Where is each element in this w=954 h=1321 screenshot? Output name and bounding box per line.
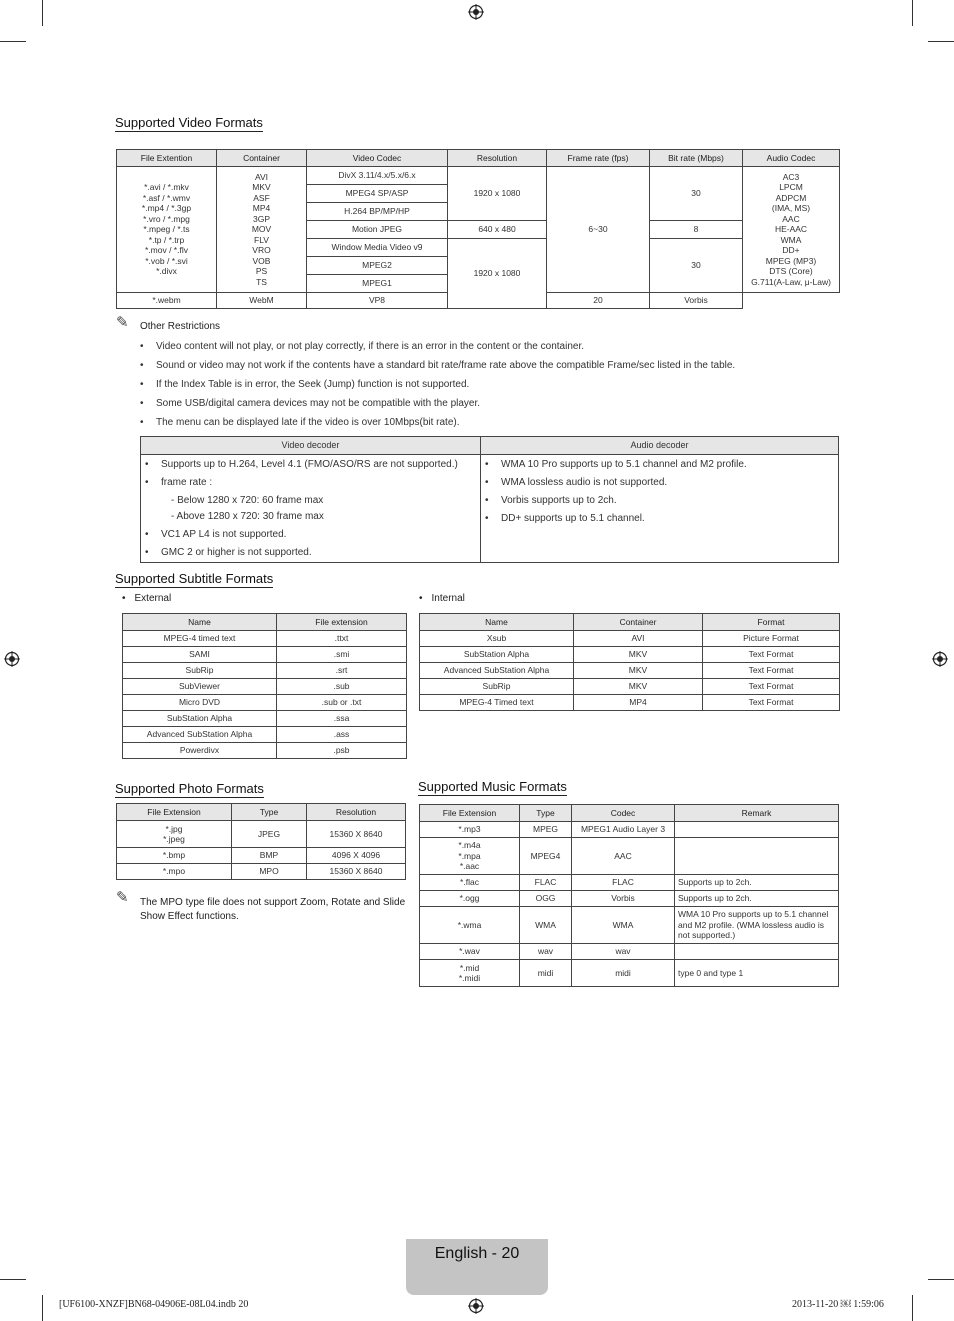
table-row [123, 727, 407, 743]
table-cell: BMP [232, 848, 307, 864]
table-cell: SubStation Alpha [420, 647, 574, 663]
table-row [117, 848, 406, 864]
table-cell: SubViewer [123, 679, 277, 695]
list-item: • Some USB/digital camera devices may not be compatible with the player. [140, 398, 735, 417]
file-extensions-cell: *.avi / *.mkv *.asf / *.wmv *.mp4 / *.3gp *.vro / *.mpg *.mpeg / *.ts *.tp / *.trp *.mov / *.flv *.vob / *.svi *.divx [117, 167, 217, 293]
registration-mark-icon [468, 1298, 484, 1314]
footer-file-info: [UF6100-XNZF]BN68-04906E-08L04.indb 20 [59, 1299, 249, 1310]
pencil-note-icon: ✎ [116, 889, 129, 906]
crop-mark [912, 1295, 913, 1321]
webm-codec-cell: VP8 [307, 293, 448, 309]
video-formats-table [116, 149, 840, 309]
table-cell: MKV [574, 679, 703, 695]
table-cell: .sub or .txt [277, 695, 407, 711]
table-cell: *.mpo [117, 864, 232, 880]
table-cell [675, 944, 839, 960]
video-decoder-list [145, 459, 458, 565]
decoder-table [140, 436, 839, 563]
table-cell: *.bmp [117, 848, 232, 864]
table-cell: OGG [520, 891, 572, 907]
column-header: Bit rate (Mbps) [650, 150, 743, 167]
crop-mark [928, 41, 954, 42]
column-header: Audio Codec [743, 150, 840, 167]
video-codec-cell: DivX 3.11/4.x/5.x/6.x [307, 167, 448, 185]
table-row [420, 822, 839, 838]
list-item: • WMA lossless audio is not supported. [485, 477, 747, 495]
list-item: - Below 1280 x 720: 60 frame max [171, 495, 324, 506]
table-cell: MPEG-4 Timed text [420, 695, 574, 711]
column-header: Name [420, 614, 574, 631]
table-cell: .ass [277, 727, 407, 743]
column-header: Codec [572, 805, 675, 822]
bitrate-cell: 30 [650, 239, 743, 293]
table-cell: WMA 10 Pro supports up to 5.1 channel and M2 profile. (WMA lossless audio is not supported.) [675, 907, 839, 944]
video-codec-cell: Motion JPEG [307, 221, 448, 239]
column-header: Frame rate (fps) [547, 150, 650, 167]
subtitle-formats-title: Supported Subtitle Formats [115, 571, 274, 586]
table-cell: Micro DVD [123, 695, 277, 711]
crop-mark [928, 1279, 954, 1280]
table-row [420, 663, 840, 679]
video-codec-cell: MPEG4 SP/ASP [307, 185, 448, 203]
table-cell: MKV [574, 663, 703, 679]
table-cell: wav [572, 944, 675, 960]
webm-extension-cell: *.webm [117, 293, 217, 309]
table-cell: *.wma [420, 907, 520, 944]
table-cell: *.wav [420, 944, 520, 960]
column-header: File Extension [420, 805, 520, 822]
table-cell: JPEG [232, 821, 307, 848]
table-row [123, 743, 407, 759]
resolution-cell: 1920 x 1080 [448, 167, 547, 221]
column-header: Container [574, 614, 703, 631]
list-item: - Above 1280 x 720: 30 frame max [171, 511, 324, 522]
table-cell: *.mid *.midi [420, 960, 520, 987]
column-header: Type [232, 804, 307, 821]
table-cell: AAC [572, 838, 675, 875]
table-cell: FLAC [572, 875, 675, 891]
music-formats-table [419, 804, 839, 987]
crop-mark [42, 1295, 43, 1321]
table-cell: Text Format [703, 679, 840, 695]
photo-note: The MPO type file does not support Zoom, Rotate and Slide Show Effect functions. [140, 897, 406, 922]
table-cell: SAMI [123, 647, 277, 663]
crop-mark [912, 0, 913, 26]
table-cell: MPO [232, 864, 307, 880]
table-cell: MPEG1 Audio Layer 3 [572, 822, 675, 838]
table-cell: .sub [277, 679, 407, 695]
table-row [117, 821, 406, 848]
table-cell: Text Format [703, 647, 840, 663]
table-cell: midi [572, 960, 675, 987]
list-item: • Sound or video may not work if the contents have a standard bit rate/frame rate above the compatible Frame/sec listed in the table. [140, 360, 735, 379]
list-item: • Video content will not play, or not play correctly, if there is an error in the content or the container. [140, 341, 735, 360]
table-cell: .smi [277, 647, 407, 663]
video-codec-cell: H.264 BP/MP/HP [307, 203, 448, 221]
page-number: English - 20 [434, 1245, 520, 1262]
table-cell: Powerdivx [123, 743, 277, 759]
external-subtitle-table [122, 613, 407, 759]
list-item: • VC1 AP L4 is not supported. [145, 529, 458, 547]
table-cell: Xsub [420, 631, 574, 647]
table-cell: MPEG4 [520, 838, 572, 875]
column-header: Name [123, 614, 277, 631]
table-cell: SubRip [123, 663, 277, 679]
table-cell: Advanced SubStation Alpha [123, 727, 277, 743]
video-codec-cell: MPEG1 [307, 275, 448, 293]
bitrate-cell: 8 [650, 221, 743, 239]
table-cell [675, 822, 839, 838]
table-row [420, 875, 839, 891]
audio-codecs-cell: AC3 LPCM ADPCM (IMA, MS) AAC HE-AAC WMA DD+ MPEG (MP3) DTS (Core) G.711(A-Law, μ-Law) [743, 167, 840, 293]
registration-mark-icon [4, 651, 20, 667]
list-item: • The menu can be displayed late if the video is over 10Mbps(bit rate). [140, 417, 735, 436]
column-header: Video Codec [307, 150, 448, 167]
registration-mark-icon [932, 651, 948, 667]
table-cell: *.m4a *.mpa *.aac [420, 838, 520, 875]
music-formats-title: Supported Music Formats [418, 779, 567, 794]
table-cell [675, 838, 839, 875]
table-cell: .srt [277, 663, 407, 679]
webm-container-cell: WebM [217, 293, 307, 309]
table-cell: FLAC [520, 875, 572, 891]
resolution-cell: 1920 x 1080 [448, 239, 547, 309]
external-label: • External [122, 593, 171, 604]
table-cell: AVI [574, 631, 703, 647]
table-row [420, 647, 840, 663]
table-cell: Picture Format [703, 631, 840, 647]
bitrate-cell: 30 [650, 167, 743, 221]
table-cell: 15360 X 8640 [307, 821, 406, 848]
table-cell: Supports up to 2ch. [675, 891, 839, 907]
registration-mark-icon [468, 4, 484, 20]
table-row [117, 864, 406, 880]
column-header: Format [703, 614, 840, 631]
table-cell: *.jpg *.jpeg [117, 821, 232, 848]
footer-timestamp: 2013-11-20 ￼ 1:59:06 [792, 1299, 884, 1310]
internal-subtitle-table [419, 613, 840, 711]
column-header: Container [217, 150, 307, 167]
column-header: Resolution [448, 150, 547, 167]
table-cell: MPEG [520, 822, 572, 838]
audio-decoder-header: Audio decoder [481, 437, 838, 455]
table-cell: WMA [572, 907, 675, 944]
table-cell: .psb [277, 743, 407, 759]
list-item: • Supports up to H.264, Level 4.1 (FMO/ASO/RS are not supported.) [145, 459, 458, 477]
table-row [123, 711, 407, 727]
table-row [420, 838, 839, 875]
table-row [123, 631, 407, 647]
video-formats-title: Supported Video Formats [115, 115, 263, 130]
table-cell: MPEG-4 timed text [123, 631, 277, 647]
table-cell: Supports up to 2ch. [675, 875, 839, 891]
table-row [420, 944, 839, 960]
table-cell: Vorbis [572, 891, 675, 907]
column-header: Remark [675, 805, 839, 822]
internal-label: • Internal [419, 593, 465, 604]
table-row [420, 907, 839, 944]
page-number-tab [406, 1239, 548, 1295]
video-codec-cell: Window Media Video v9 [307, 239, 448, 257]
table-cell: .ttxt [277, 631, 407, 647]
list-item: • WMA 10 Pro supports up to 5.1 channel and M2 profile. [485, 459, 747, 477]
table-row [420, 695, 840, 711]
table-cell: Advanced SubStation Alpha [420, 663, 574, 679]
crop-mark [42, 0, 43, 26]
webm-audio-cell: Vorbis [650, 293, 743, 309]
table-cell: MKV [574, 647, 703, 663]
table-cell: *.mp3 [420, 822, 520, 838]
restrictions-title: Other Restrictions [140, 321, 221, 332]
column-header: Resolution [307, 804, 406, 821]
table-cell: type 0 and type 1 [675, 960, 839, 987]
list-item: • DD+ supports up to 5.1 channel. [485, 513, 747, 531]
list-item: • Vorbis supports up to 2ch. [485, 495, 747, 513]
resolution-cell: 640 x 480 [448, 221, 547, 239]
table-row [420, 891, 839, 907]
table-cell: SubStation Alpha [123, 711, 277, 727]
containers-cell: AVI MKV ASF MP4 3GP MOV FLV VRO VOB PS TS [217, 167, 307, 293]
column-divider [480, 437, 481, 562]
webm-bitrate-cell: 20 [547, 293, 650, 309]
table-row [420, 960, 839, 987]
table-cell: wav [520, 944, 572, 960]
table-row [420, 631, 840, 647]
table-cell: 4096 X 4096 [307, 848, 406, 864]
table-row [123, 663, 407, 679]
column-header: File extension [277, 614, 407, 631]
crop-mark [0, 1279, 26, 1280]
audio-decoder-list [485, 459, 747, 531]
column-header: Type [520, 805, 572, 822]
video-codec-cell: MPEG2 [307, 257, 448, 275]
crop-mark [0, 41, 26, 42]
table-row [123, 679, 407, 695]
table-row [123, 647, 407, 663]
table-cell: WMA [520, 907, 572, 944]
column-header: File Extention [117, 150, 217, 167]
list-item: • GMC 2 or higher is not supported. [145, 547, 458, 565]
table-cell: .ssa [277, 711, 407, 727]
video-decoder-header: Video decoder [141, 437, 480, 455]
table-cell: MP4 [574, 695, 703, 711]
table-cell: SubRip [420, 679, 574, 695]
table-cell: *.flac [420, 875, 520, 891]
table-cell: *.ogg [420, 891, 520, 907]
frame-rate-cell: 6~30 [547, 167, 650, 293]
table-cell: Text Format [703, 663, 840, 679]
restrictions-list [140, 341, 735, 436]
column-header: File Extension [117, 804, 232, 821]
table-cell: Text Format [703, 695, 840, 711]
pencil-note-icon: ✎ [116, 314, 129, 331]
table-cell: 15360 X 8640 [307, 864, 406, 880]
table-cell: midi [520, 960, 572, 987]
photo-formats-table [116, 803, 406, 880]
photo-formats-title: Supported Photo Formats [115, 781, 264, 796]
table-row [123, 695, 407, 711]
list-item: • If the Index Table is in error, the Seek (Jump) function is not supported. [140, 379, 735, 398]
list-item: • frame rate : [145, 477, 458, 495]
table-row [420, 679, 840, 695]
